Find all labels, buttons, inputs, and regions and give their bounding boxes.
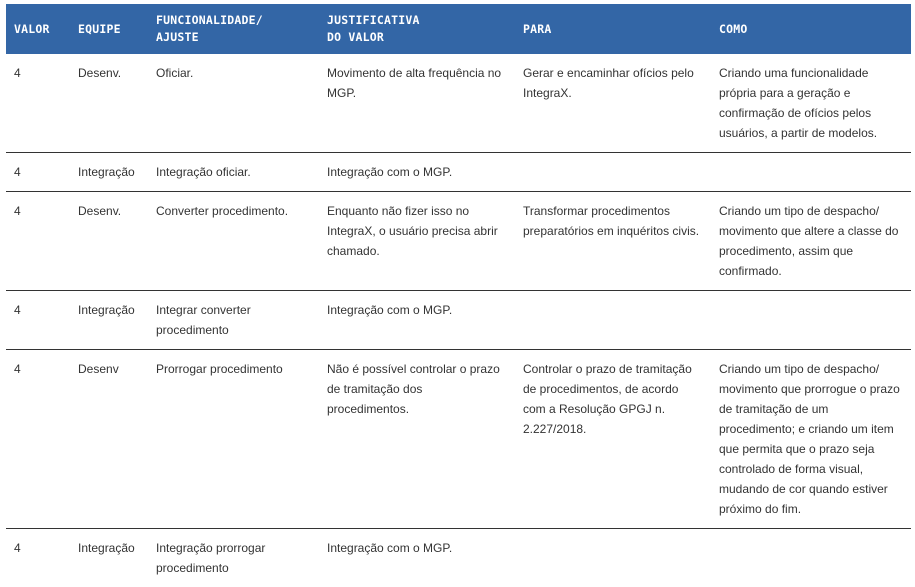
cell-equipe: Integração bbox=[70, 153, 148, 192]
table-header bbox=[6, 4, 911, 54]
table-row bbox=[6, 153, 911, 192]
cell-valor: 4 bbox=[6, 192, 70, 291]
cell-valor: 4 bbox=[6, 350, 70, 529]
cell-para: Transformar procedimentos preparatórios em inquéritos civis. bbox=[515, 192, 711, 291]
cell-equipe: Integração bbox=[70, 291, 148, 350]
cell-justificativa: Integração com o MGP. bbox=[319, 153, 515, 192]
cell-para: Controlar o prazo de tramitação de procedimentos, de acordo com a Resolução GPGJ n. 2.227/2018. bbox=[515, 350, 711, 529]
cell-justificativa: Integração com o MGP. bbox=[319, 529, 515, 587]
table-row bbox=[6, 291, 911, 350]
header-row bbox=[6, 4, 911, 54]
cell-funcionalidade: Integração oficiar. bbox=[148, 153, 319, 192]
table-row bbox=[6, 529, 911, 587]
header-como: COMO bbox=[711, 4, 911, 54]
header-para: PARA bbox=[515, 4, 711, 54]
cell-para: Gerar e encaminhar ofícios pelo IntegraX. bbox=[515, 54, 711, 153]
cell-equipe: Desenv. bbox=[70, 54, 148, 153]
cell-equipe: Desenv. bbox=[70, 192, 148, 291]
cell-justificativa: Não é possível controlar o prazo de tramitação dos procedimentos. bbox=[319, 350, 515, 529]
cell-como: Criando um tipo de despacho/ movimento que altere a classe do procedimento, assim que confirmado. bbox=[711, 192, 911, 291]
cell-funcionalidade: Converter procedimento. bbox=[148, 192, 319, 291]
cell-funcionalidade: Integrar converter procedimento bbox=[148, 291, 319, 350]
cell-para bbox=[515, 529, 711, 587]
cell-equipe: Integração bbox=[70, 529, 148, 587]
cell-como: Criando um tipo de despacho/ movimento que prorrogue o prazo de tramitação de um procedimento; e criando um item que permita que o prazo seja controlado de forma visual, mudando de cor quando estiver próximo do fim. bbox=[711, 350, 911, 529]
cell-justificativa: Enquanto não fizer isso no IntegraX, o usuário precisa abrir chamado. bbox=[319, 192, 515, 291]
table-row bbox=[6, 350, 911, 529]
cell-funcionalidade: Prorrogar procedimento bbox=[148, 350, 319, 529]
header-valor: VALOR bbox=[6, 4, 70, 54]
cell-valor: 4 bbox=[6, 153, 70, 192]
table-row bbox=[6, 54, 911, 153]
requirements-table bbox=[6, 4, 911, 587]
cell-equipe: Desenv bbox=[70, 350, 148, 529]
cell-como bbox=[711, 153, 911, 192]
cell-como bbox=[711, 529, 911, 587]
header-equipe: EQUIPE bbox=[70, 4, 148, 54]
cell-para bbox=[515, 153, 711, 192]
cell-funcionalidade: Oficiar. bbox=[148, 54, 319, 153]
cell-valor: 4 bbox=[6, 529, 70, 587]
table-body bbox=[6, 54, 911, 587]
cell-funcionalidade: Integração prorrogar procedimento bbox=[148, 529, 319, 587]
header-justificativa: JUSTIFICATIVA DO VALOR bbox=[319, 4, 515, 54]
table-row bbox=[6, 192, 911, 291]
header-funcionalidade: FUNCIONALIDADE/ AJUSTE bbox=[148, 4, 319, 54]
cell-como bbox=[711, 291, 911, 350]
cell-como: Criando uma funcionalidade própria para a geração e confirmação de ofícios pelos usuários, a partir de modelos. bbox=[711, 54, 911, 153]
cell-justificativa: Movimento de alta frequência no MGP. bbox=[319, 54, 515, 153]
cell-justificativa: Integração com o MGP. bbox=[319, 291, 515, 350]
cell-valor: 4 bbox=[6, 291, 70, 350]
cell-valor: 4 bbox=[6, 54, 70, 153]
cell-para bbox=[515, 291, 711, 350]
